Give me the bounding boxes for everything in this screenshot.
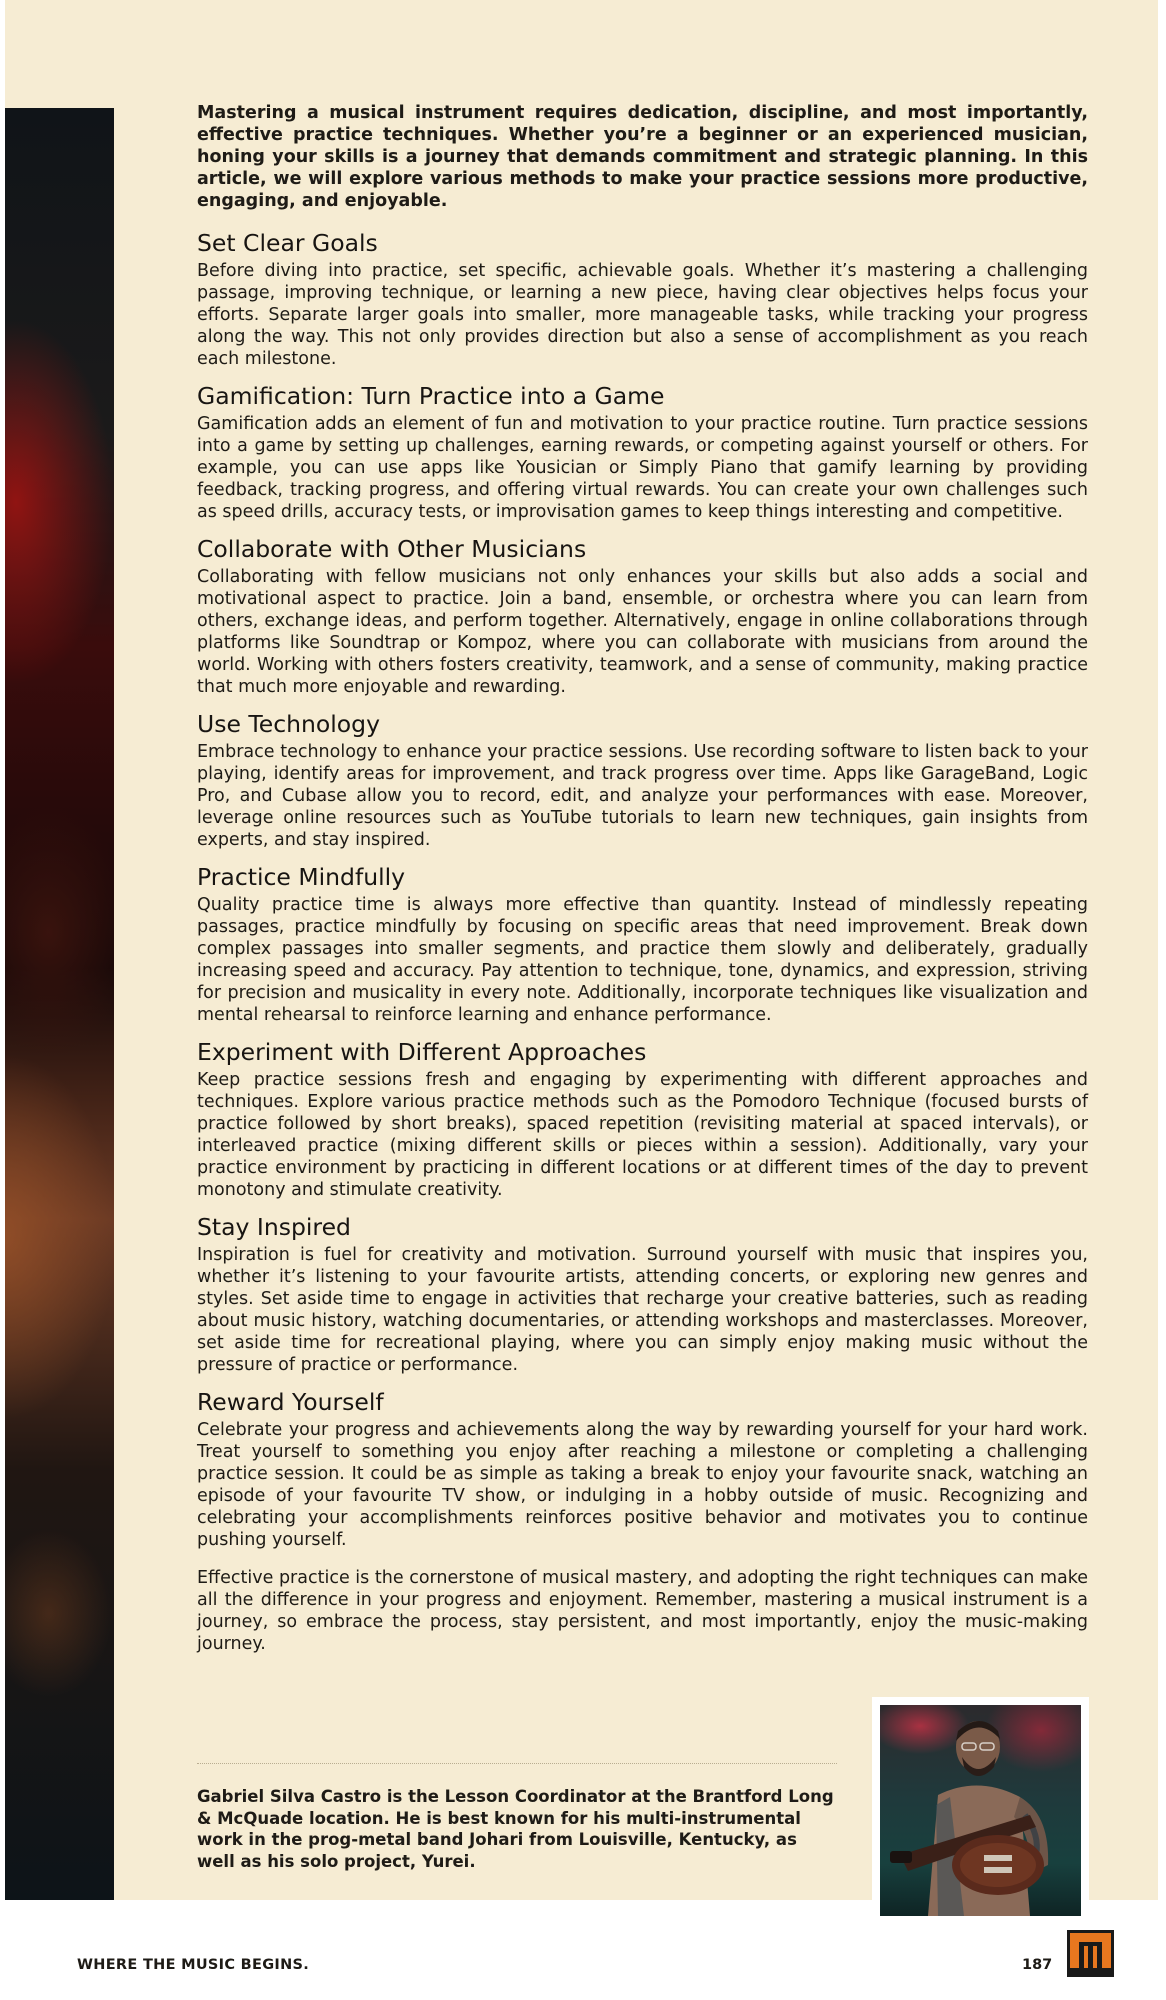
author-photo [880,1705,1081,1916]
section-body: Collaborating with fellow musicians not only enhances your skills but also adds a social and motivational aspect to practice. Join a band, ensemble, or orchestra where you can learn from others, exchange ideas, and perform together. Alternatively, engage in online collaborations through platforms like Soundtrap or Kompoz, where you can collaborate with musicians from around the world. Working with others fosters creativity, teamwork, and a sense of community, making practice that much more enjoyable and rewarding. [197,567,1088,697]
section-practice-mindfully [197,862,1088,1026]
article-intro: Mastering a musical instrument requires dedication, discipline, and most importantly, effective practice techniques. Whether you’re a beginner or an experienced musician, honing your skills is a journey that demands commitment and strategic planning. In this article, we will explore various methods to make your practice sessions more productive, engaging, and enjoyable. [197,103,1088,211]
section-body: Quality practice time is always more effective than quantity. Instead of mindlessly repeating passages, practice mindfully by focusing on specific areas that need improvement. Break down complex passages into smaller segments, and practice them slowly and deliberately, gradually increasing speed and accuracy. Pay attention to technique, tone, dynamics, and expression, striving for precision and musicality in every note. Additionally, incorporate techniques like visualization and mental rehearsal to reinforce learning and enhance performance. [197,895,1088,1025]
section-use-technology [197,709,1088,851]
section-title: Use Technology [197,710,381,738]
guitarist-illustration [880,1705,1081,1916]
bio-divider [197,1763,837,1764]
section-collaborate [197,534,1088,698]
section-title: Experiment with Different Approaches [197,1038,647,1066]
section-title: Practice Mindfully [197,863,406,891]
side-photo-strip [5,108,114,1900]
section-gamification [197,381,1088,523]
author-bio: Gabriel Silva Castro is the Lesson Coordinator at the Brantford Long & McQuade location. He is best known for his multi-instrumental work in the prog-metal band Johari from Louisville, Kentucky, as well as his solo project, Yurei. [197,1787,834,1871]
section-body: Embrace technology to enhance your practice sessions. Use recording software to listen back to your playing, identify areas for improvement, and track progress over time. Apps like GarageBand, Logic Pro, and Cubase allow you to record, edit, and analyze your performances with ease. Moreover, leverage online resources such as YouTube tutorials to learn new techniques, gain insights from experts, and stay inspired. [197,742,1088,850]
footer-tagline: WHERE THE MUSIC BEGINS. [77,1957,310,1973]
section-title: Collaborate with Other Musicians [197,535,587,563]
section-body: Celebrate your progress and achievements along the way by rewarding yourself for your hard work. Treat yourself to something you enjoy after reaching a milestone or completing a challenging practice session. It could be as simple as taking a break to enjoy your favourite snack, watching an episode of your favourite TV show, or indulging in a hobby outside of music. Recognizing and celebrating your accomplishments reinforces positive behavior and motivates you to continue pushing yourself. [197,1420,1088,1550]
section-title: Stay Inspired [197,1213,351,1241]
brand-logo-icon [1067,1930,1114,1977]
article-conclusion: Effective practice is the cornerstone of musical mastery, and adopting the right techniques can make all the difference in your progress and enjoyment. Remember, mastering a musical instrument is a journey, so embrace the process, stay persistent, and most importantly, enjoy the music-making journey. [197,1568,1088,1654]
section-body: Before diving into practice, set specific, achievable goals. Whether it’s mastering a challenging passage, improving technique, or learning a new piece, having clear objectives helps focus your efforts. Separate larger goals into smaller, more manageable tasks, while tracking your progress along the way. This not only provides direction but also a sense of accomplishment as you reach each milestone. [197,261,1088,369]
section-set-clear-goals [197,228,1088,370]
section-body: Inspiration is fuel for creativity and motivation. Surround yourself with music that inspires you, whether it’s listening to your favourite artists, attending concerts, or exploring new genres and styles. Set aside time to engage in activities that recharge your creative batteries, such as reading about music history, watching documentaries, or attending workshops and masterclasses. Moreover, set aside time for recreational playing, where you can simply enjoy making music without the pressure of practice or performance. [197,1245,1088,1375]
section-title: Set Clear Goals [197,229,378,257]
section-body: Gamification adds an element of fun and motivation to your practice routine. Turn practice sessions into a game by setting up challenges, earning rewards, or competing against yourself or others. For example, you can use apps like Yousician or Simply Piano that gamify learning by providing feedback, tracking progress, and offering virtual rewards. You can create your own challenges such as speed drills, accuracy tests, or improvisation games to keep things interesting and competitive. [197,414,1088,522]
section-title: Gamification: Turn Practice into a Game [197,382,665,410]
section-title: Reward Yourself [197,1388,384,1416]
section-body: Keep practice sessions fresh and engaging by experimenting with different approaches and techniques. Explore various practice methods such as the Pomodoro Technique (focused bursts of practice followed by short breaks), spaced repetition (revisiting material at spaced intervals), or interleaved practice (mixing different skills or pieces within a session). Additionally, vary your practice environment by practicing in different locations or at different times of the day to prevent monotony and stimulate creativity. [197,1070,1088,1200]
section-stay-inspired [197,1212,1088,1376]
author-photo-frame [872,1697,1089,1921]
article [197,102,1088,1655]
section-experiment [197,1037,1088,1201]
page-number: 187 [1022,1957,1053,1973]
section-reward-yourself [197,1387,1088,1551]
